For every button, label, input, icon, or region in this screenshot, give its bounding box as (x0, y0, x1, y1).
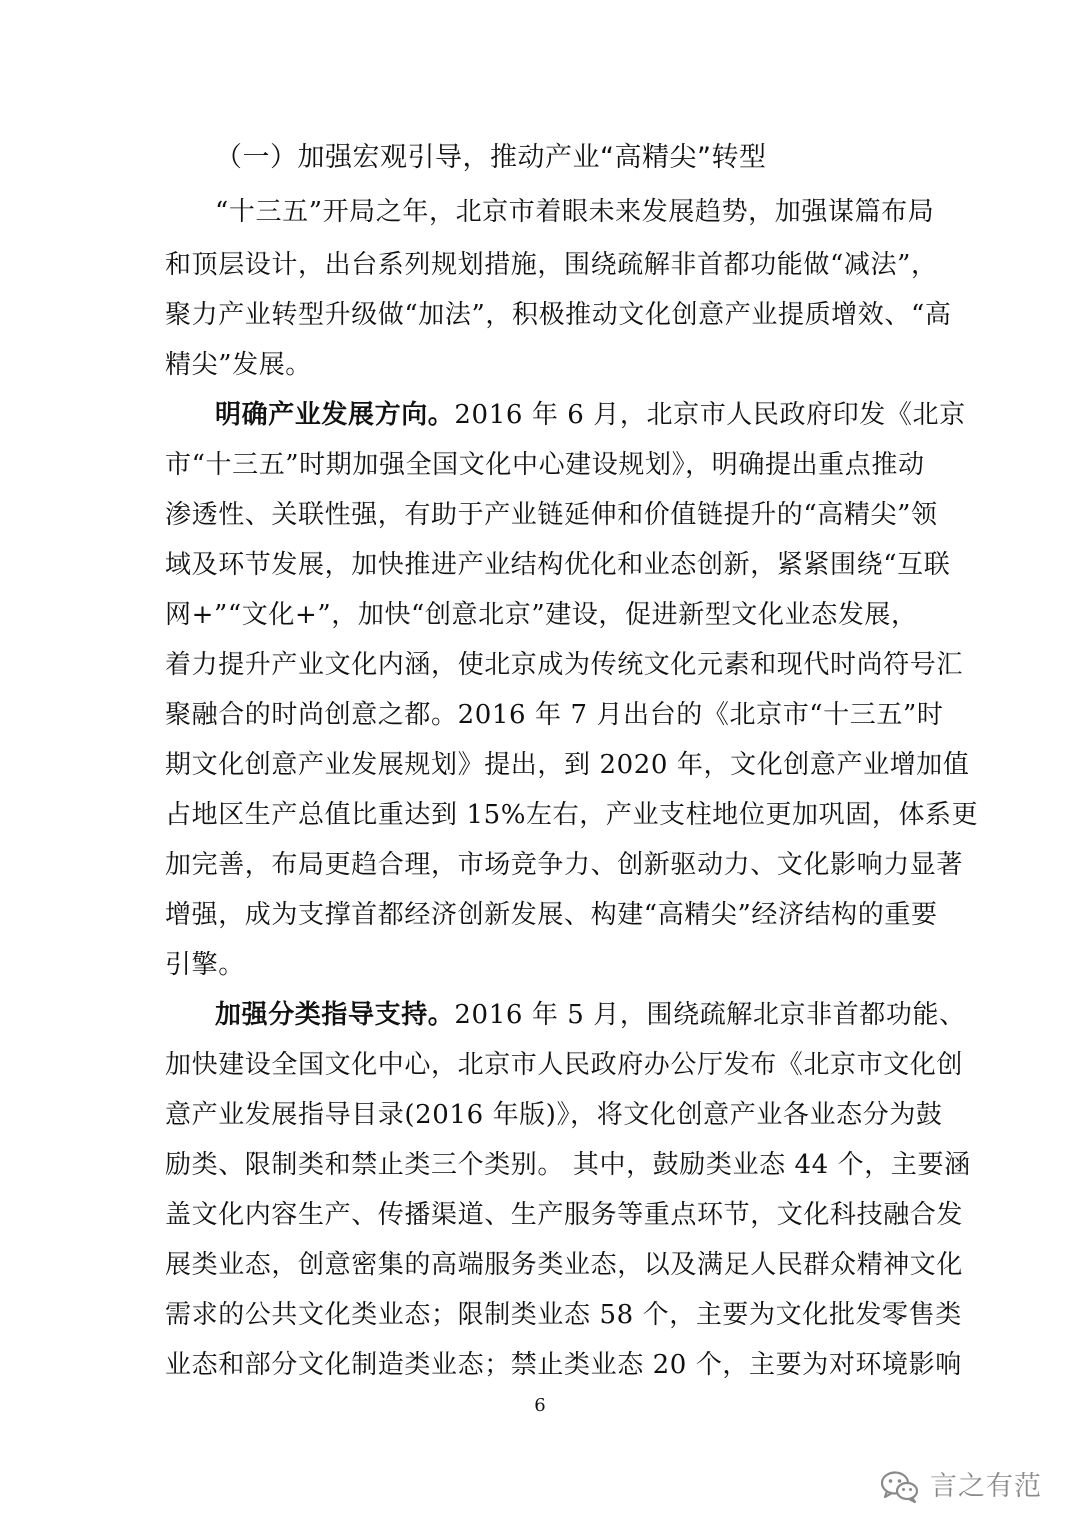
paragraph-line: 意产业发展指导目录(2016 年版)》，将文化创意产业各业态分为鼓 (165, 1100, 943, 1130)
paragraph-line (215, 395, 975, 435)
wechat-icon (880, 1470, 920, 1504)
paragraph-line: 加快建设全国文化中心，北京市人民政府办公厅发布《北京市文化创 (165, 1050, 964, 1080)
paragraph-line: 网+”“文化+”，加快“创意北京”建设，促进新型文化业态发展， (165, 600, 918, 630)
paragraph-line: 需求的公共文化类业态；限制类业态 58 个，主要为文化批发零售类 (165, 1300, 962, 1330)
paragraph-line: 励类、限制类和禁止类三个类别。 其中，鼓励类业态 44 个，主要涵 (165, 1150, 971, 1180)
paragraph-lead: 加强分类指导支持。 (215, 1000, 455, 1030)
paragraph-line: 聚融合的时尚创意之都。2016 年 7 月出台的《北京市“十三五”时 (165, 700, 944, 730)
paragraph-line: 展类业态，创意密集的高端服务类业态，以及满足人民群众精神文化 (165, 1250, 964, 1280)
paragraph-line: 域及环节发展，加快推进产业结构优化和业态创新，紧紧围绕“互联 (165, 550, 951, 580)
paragraph-text: 2016 年 5 月，围绕疏解北京非首都功能、 (454, 1000, 966, 1030)
paragraph-line: 聚力产业转型升级做“加法”，积极推动文化创意产业提质增效、“高 (165, 300, 952, 330)
paragraph-text: 2016 年 6 月，北京市人民政府印发《北京 (454, 400, 966, 430)
paragraph-line: 和顶层设计，出台系列规划措施，围绕疏解非首都功能做“减法”， (165, 250, 938, 280)
paragraph-line: 盖文化内容生产、传播渠道、生产服务等重点环节，文化科技融合发 (165, 1200, 964, 1230)
paragraph-line: 市“十三五”时期加强全国文化中心建设规划》，明确提出重点推动 (165, 450, 925, 480)
paragraph-line: 占地区生产总值比重达到 15%左右，产业支柱地位更加巩固，体系更 (165, 800, 979, 830)
paragraph-lead: 明确产业发展方向。 (215, 400, 455, 430)
paragraph-line (215, 995, 975, 1035)
watermark (880, 1467, 1042, 1507)
watermark-text: 言之有范 (930, 1471, 1042, 1502)
paragraph-line: 加完善，布局更趋合理，市场竞争力、创新驱动力、文化影响力显著 (165, 850, 964, 880)
paragraph-line: “十三五”开局之年，北京市着眼未来发展趋势，加强谋篇布局 (215, 197, 935, 227)
paragraph-line: 引擎。 (165, 950, 245, 980)
paragraph-line: 期文化创意产业发展规划》提出，到 2020 年，文化创意产业增加值 (165, 750, 970, 780)
paragraph-line: 着力提升产业文化内涵，使北京成为传统文化元素和现代时尚符号汇 (165, 650, 964, 680)
paragraph-line: 增强，成为支撑首都经济创新发展、构建“高精尖”经济结构的重要 (165, 900, 938, 930)
section-heading: （一）加强宏观引导，推动产业“高精尖”转型 (215, 142, 767, 173)
paragraph-line: 精尖”发展。 (165, 350, 312, 380)
page-number: 6 (534, 1395, 546, 1416)
paragraph-line: 业态和部分文化制造类业态；禁止类业态 20 个，主要为对环境影响 (165, 1350, 962, 1380)
paragraph-line: 渗透性、关联性强，有助于产业链延伸和价值链提升的“高精尖”领 (165, 500, 938, 530)
